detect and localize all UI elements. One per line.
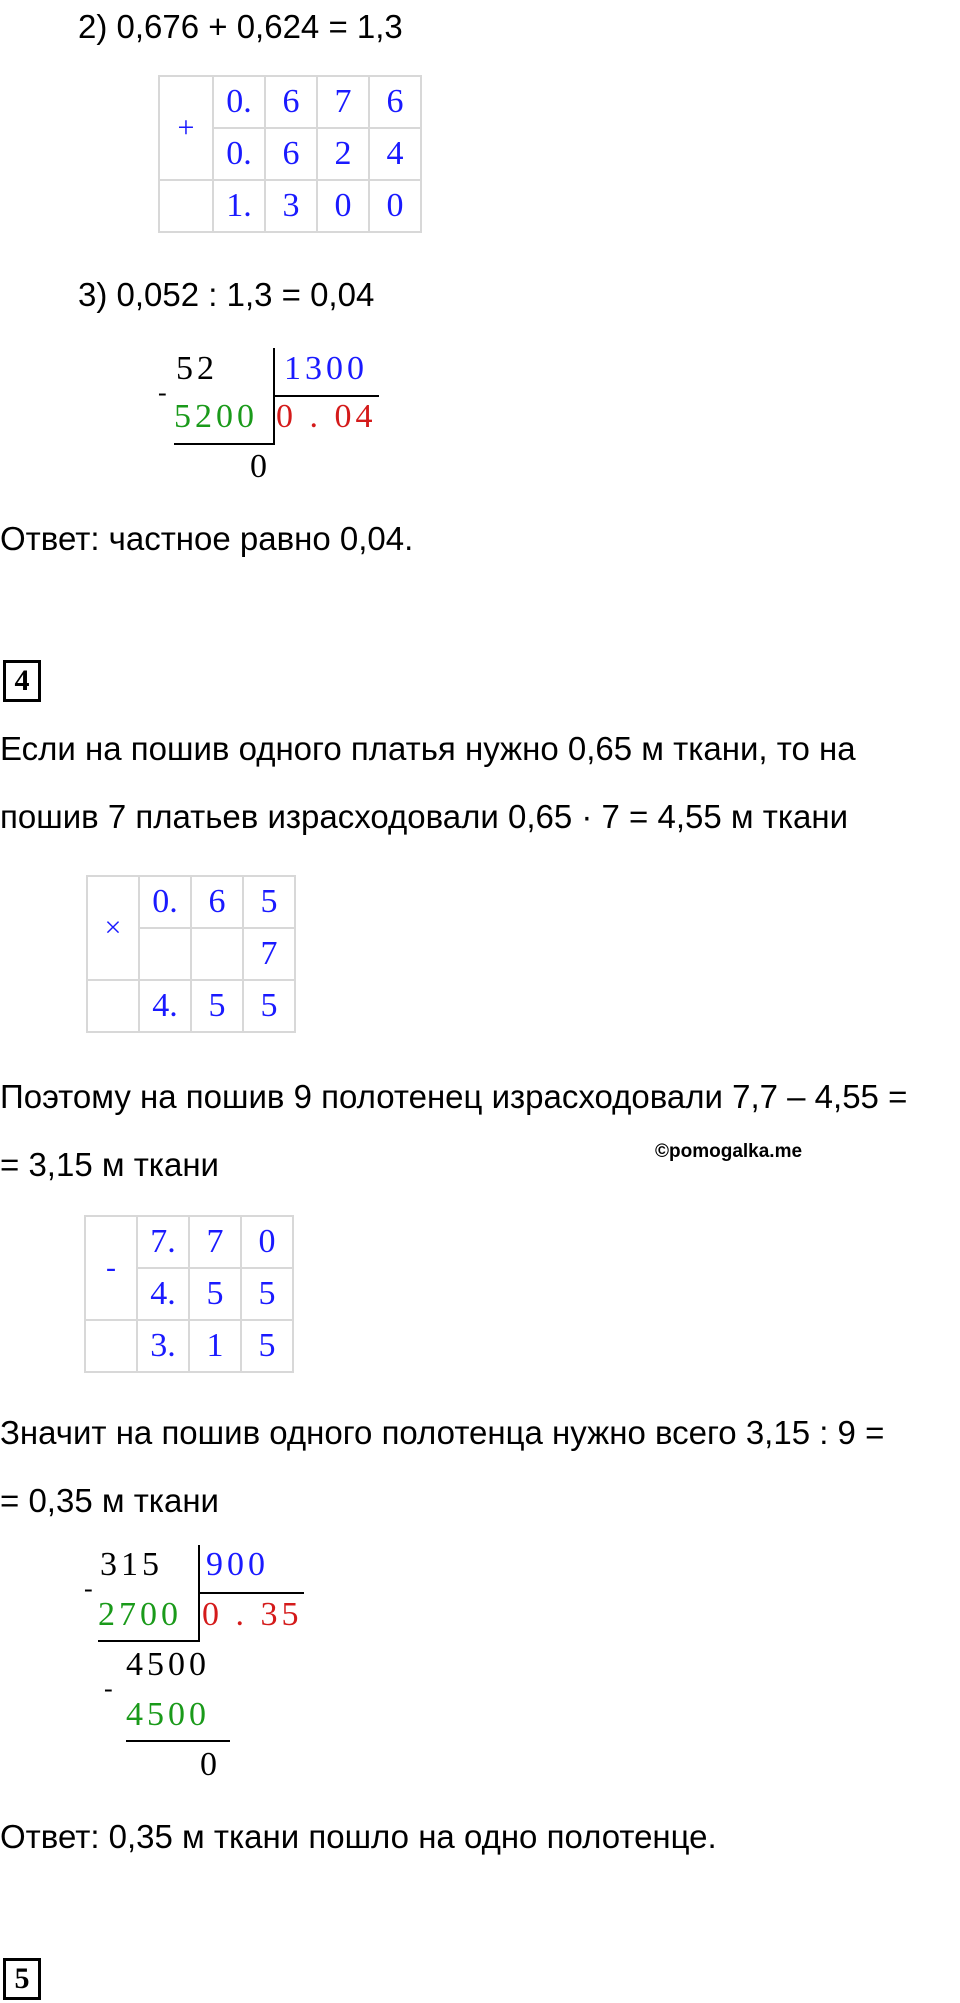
subtraction-cell: 7. bbox=[137, 1216, 189, 1268]
subtraction-cell: 4. bbox=[137, 1268, 189, 1320]
addition-cell: 7 bbox=[317, 76, 369, 128]
step3-heading: 3) 0,052 : 1,3 = 0,04 bbox=[78, 276, 375, 313]
division1-subtract-line bbox=[174, 443, 275, 445]
addition-cell: 0. bbox=[213, 76, 265, 128]
division2-divisor: 900 bbox=[206, 1546, 269, 1583]
subtraction-result-cell: 1 bbox=[189, 1320, 241, 1372]
answer-1: Ответ: частное равно 0,04. bbox=[0, 520, 414, 557]
division1-quotient: 0 . 04 bbox=[276, 398, 377, 435]
division2-quotient: 0 . 35 bbox=[202, 1596, 303, 1633]
division2-subtract-line-2 bbox=[126, 1740, 230, 1742]
subtraction-cell: 0 bbox=[241, 1216, 293, 1268]
plus-operator: + bbox=[159, 76, 213, 180]
subtraction-column-table bbox=[84, 1215, 294, 1373]
multiplication-result-cell: 5 bbox=[191, 980, 243, 1032]
subtraction-result-cell: 5 bbox=[241, 1320, 293, 1372]
division1-subtrahend: 5200 bbox=[174, 398, 258, 435]
division1-remainder: 0 bbox=[250, 448, 271, 485]
subtraction-cell: 5 bbox=[189, 1268, 241, 1320]
addition-cell: 0. bbox=[213, 128, 265, 180]
addition-cell: 4 bbox=[369, 128, 421, 180]
division1-dividend: 52 bbox=[176, 350, 218, 387]
division2-subtrahend-1: 2700 bbox=[98, 1596, 182, 1633]
addition-result-cell: 0 bbox=[317, 180, 369, 232]
addition-cell: 6 bbox=[265, 76, 317, 128]
task-4-number: 4 bbox=[3, 660, 41, 702]
task-5-number: 5 bbox=[3, 1958, 41, 2000]
subtraction-cell: 5 bbox=[241, 1268, 293, 1320]
addition-cell: 6 bbox=[369, 76, 421, 128]
addition-result-cell: 0 bbox=[369, 180, 421, 232]
division1-divisor-line bbox=[275, 395, 379, 397]
task4-line-6: = 0,35 м ткани bbox=[0, 1482, 219, 1519]
task4-line-4: = 3,15 м ткани bbox=[0, 1146, 219, 1183]
multiplication-result-cell: 4. bbox=[139, 980, 191, 1032]
minus-operator: - bbox=[85, 1216, 137, 1320]
multiplication-cell: 6 bbox=[191, 876, 243, 928]
multiplication-cell: 0. bbox=[139, 876, 191, 928]
addition-result-cell: 1. bbox=[213, 180, 265, 232]
multiplication-empty-cell bbox=[87, 980, 139, 1032]
multiplication-cell: 7 bbox=[243, 928, 295, 980]
subtraction-cell: 7 bbox=[189, 1216, 241, 1268]
addition-cell: 2 bbox=[317, 128, 369, 180]
task4-line-2: пошив 7 платьев израсходовали 0,65 · 7 = 4,55 м ткани bbox=[0, 798, 849, 835]
division2-remainder: 0 bbox=[200, 1746, 221, 1783]
times-operator: × bbox=[87, 876, 139, 980]
multiplication-cell bbox=[191, 928, 243, 980]
addition-column-table bbox=[158, 75, 422, 233]
watermark: ©pomogalka.me bbox=[655, 1141, 803, 1162]
subtraction-result-cell: 3. bbox=[137, 1320, 189, 1372]
multiplication-result-cell: 5 bbox=[243, 980, 295, 1032]
division1-divisor: 1300 bbox=[284, 350, 368, 387]
multiplication-cell: 5 bbox=[243, 876, 295, 928]
addition-empty-cell bbox=[159, 180, 213, 232]
division2-dividend: 315 bbox=[100, 1546, 163, 1583]
division2-divisor-line bbox=[200, 1592, 304, 1594]
task4-line-3: Поэтому на пошив 9 полотенец израсходовали 7,7 – 4,55 = bbox=[0, 1078, 908, 1115]
addition-cell: 6 bbox=[265, 128, 317, 180]
addition-result-cell: 3 bbox=[265, 180, 317, 232]
multiplication-column-table bbox=[86, 875, 296, 1033]
division2-minus-2: - bbox=[104, 1674, 117, 1703]
division2-minus-1: - bbox=[84, 1574, 97, 1603]
step2-heading: 2) 0,676 + 0,624 = 1,3 bbox=[78, 8, 403, 45]
division2-subtract-line-1 bbox=[98, 1640, 200, 1642]
division2-partial: 4500 bbox=[126, 1646, 210, 1683]
division2-subtrahend-2: 4500 bbox=[126, 1696, 210, 1733]
task4-line-5: Значит на пошив одного полотенца нужно всего 3,15 : 9 = bbox=[0, 1414, 885, 1451]
multiplication-cell bbox=[139, 928, 191, 980]
task4-line-1: Если на пошив одного платья нужно 0,65 м ткани, то на bbox=[0, 730, 856, 767]
subtraction-empty-cell bbox=[85, 1320, 137, 1372]
division1-minus: - bbox=[158, 378, 171, 407]
answer-2: Ответ: 0,35 м ткани пошло на одно полотенце. bbox=[0, 1818, 717, 1855]
